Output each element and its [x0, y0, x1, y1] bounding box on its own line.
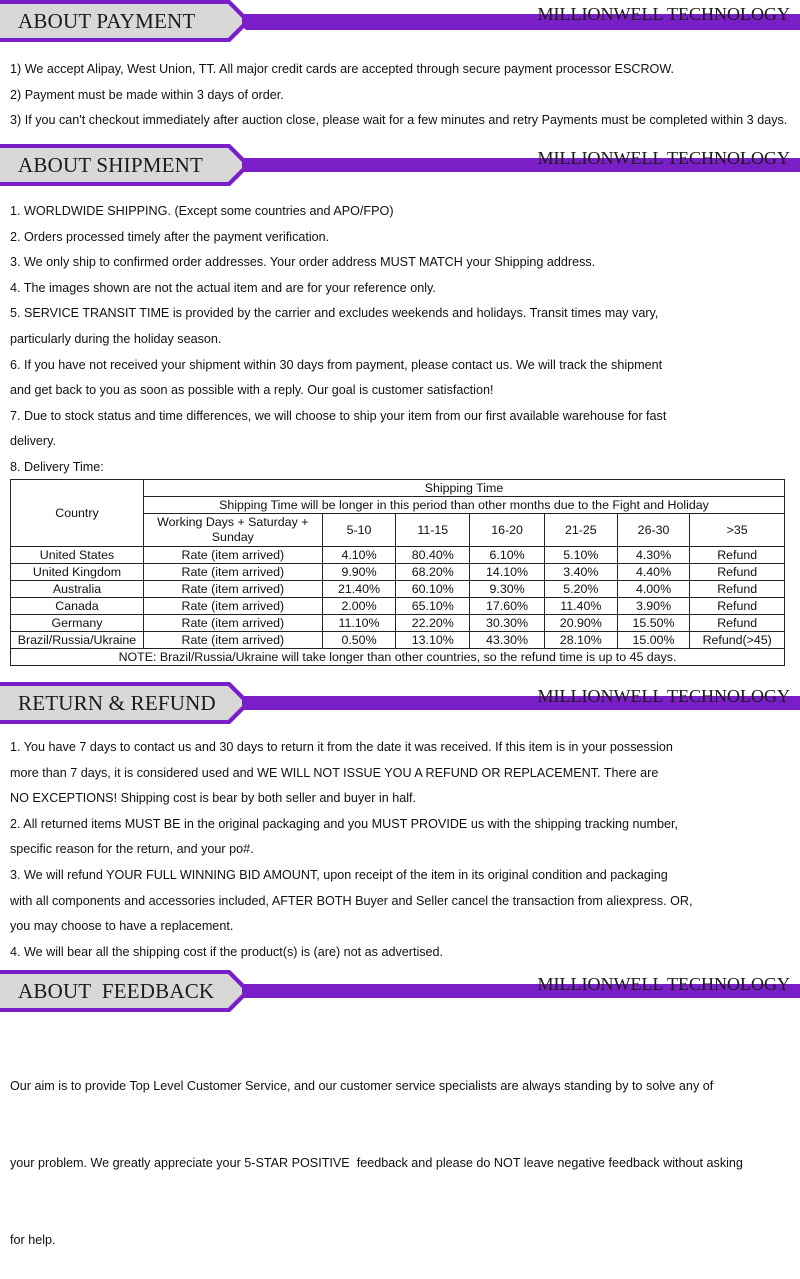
text-line: 5. SERVICE TRANSIT TIME is provided by the carrier and excludes weekends and holidays. Transit times may vary, — [10, 306, 659, 321]
value-cell: 3.40% — [544, 564, 617, 581]
country-header: Country — [11, 480, 144, 547]
shipment-banner — [0, 144, 800, 186]
rate-cell: Rate (item arrived) — [143, 547, 322, 564]
value-cell: 6.10% — [470, 547, 545, 564]
text-line: specific reason for the return, and your po#. — [10, 842, 254, 857]
brand-label: MILLIONWELL TECHNOLOGY — [537, 4, 790, 24]
value-cell: 5.20% — [544, 581, 617, 598]
country-cell: Australia — [11, 581, 144, 598]
range-header: 11-15 — [396, 514, 470, 547]
text-line: particularly during the holiday season. — [10, 331, 222, 346]
brand-label: MILLIONWELL TECHNOLOGY — [537, 148, 790, 168]
feedback-text — [10, 1023, 743, 1279]
section-title: ABOUT FEEDBACK — [18, 979, 215, 1003]
text-line: 1. WORLDWIDE SHIPPING. (Except some countries and APO/FPO) — [10, 204, 394, 218]
payment-text — [10, 57, 787, 134]
value-cell: Refund — [690, 615, 785, 632]
table-row — [11, 564, 785, 581]
text-line: for help. — [10, 1232, 56, 1247]
text-line: delivery. — [10, 434, 56, 449]
value-cell: 11.10% — [322, 615, 396, 632]
value-cell: 4.10% — [322, 547, 396, 564]
table-row — [11, 598, 785, 615]
text-line: 4. We will bear all the shipping cost if the product(s) is (are) not as advertised. — [10, 944, 444, 959]
value-cell: 14.10% — [470, 564, 545, 581]
value-cell: 13.10% — [396, 632, 470, 649]
feedback-banner — [0, 970, 800, 1012]
value-cell: 15.50% — [617, 615, 690, 632]
working-days-header: Working Days + Saturday + Sunday — [143, 514, 322, 547]
value-cell: 4.30% — [617, 547, 690, 564]
text-line: your problem. We greatly appreciate your 5-STAR POSITIVE feedback and please do NOT leave negative feedback without asking — [10, 1155, 743, 1170]
value-cell: 65.10% — [396, 598, 470, 615]
rate-cell: Rate (item arrived) — [143, 615, 322, 632]
value-cell: Refund — [690, 547, 785, 564]
text-line: 2. Orders processed timely after the payment verification. — [10, 229, 330, 244]
value-cell: 20.90% — [544, 615, 617, 632]
rate-cell: Rate (item arrived) — [143, 581, 322, 598]
value-cell: 9.90% — [322, 564, 396, 581]
value-cell: 5.10% — [544, 547, 617, 564]
table-row — [11, 581, 785, 598]
shipment-text — [10, 199, 666, 481]
text-line: 2. All returned items MUST BE in the original packaging and you MUST PROVIDE us with the shipping tracking number, — [10, 816, 679, 831]
payment-banner — [0, 0, 800, 42]
rate-cell: Rate (item arrived) — [143, 632, 322, 649]
text-line: NO EXCEPTIONS! Shipping cost is bear by both seller and buyer in half. — [10, 791, 416, 806]
value-cell: Refund — [690, 581, 785, 598]
text-line: 1) We accept Alipay, West Union, TT. All major credit cards are accepted through secure payment processor ESCROW. — [10, 62, 675, 76]
text-line: you may choose to have a replacement. — [10, 919, 234, 934]
value-cell: 3.90% — [617, 598, 690, 615]
range-header: >35 — [690, 514, 785, 547]
range-header: 21-25 — [544, 514, 617, 547]
text-line: 7. Due to stock status and time differences, we will choose to ship your item from our first available warehouse for fast — [10, 408, 667, 423]
text-line: 1. You have 7 days to contact us and 30 days to return it from the date it was received. If this item is in your possession — [10, 740, 673, 754]
delivery-time-table — [10, 479, 785, 666]
country-cell: Brazil/Russia/Ukraine — [11, 632, 144, 649]
country-cell: Germany — [11, 615, 144, 632]
value-cell: 11.40% — [544, 598, 617, 615]
table-note: NOTE: Brazil/Russia/Ukraine will take longer than other countries, so the refund time is up to 45 days. — [11, 649, 785, 666]
value-cell: 4.40% — [617, 564, 690, 581]
shipping-time-header: Shipping Time — [143, 480, 784, 497]
text-line: with all components and accessories included, AFTER BOTH Buyer and Seller cancel the transaction from aliexpress. OR, — [10, 893, 693, 908]
refund-text — [10, 735, 692, 965]
value-cell: 43.30% — [470, 632, 545, 649]
value-cell: 80.40% — [396, 547, 470, 564]
range-header: 26-30 — [617, 514, 690, 547]
range-header: 5-10 — [322, 514, 396, 547]
value-cell: 28.10% — [544, 632, 617, 649]
text-line: 3) If you can't checkout immediately after auction close, please wait for a few minutes and retry Payments must be completed within 3 days. — [10, 113, 788, 128]
text-line: Our aim is to provide Top Level Customer Service, and our customer service specialists are always standing by to solve any of — [10, 1079, 714, 1094]
value-cell: 15.00% — [617, 632, 690, 649]
text-line: more than 7 days, it is considered used and WE WILL NOT ISSUE YOU A REFUND OR REPLACEMENT. There are — [10, 765, 659, 780]
rate-cell: Rate (item arrived) — [143, 598, 322, 615]
value-cell: 21.40% — [322, 581, 396, 598]
value-cell: Refund(>45) — [690, 632, 785, 649]
rate-cell: Rate (item arrived) — [143, 564, 322, 581]
text-line: 3. We only ship to confirmed order addresses. Your order address MUST MATCH your Shipping address. — [10, 255, 596, 270]
value-cell: 60.10% — [396, 581, 470, 598]
table-row — [11, 547, 785, 564]
value-cell: 9.30% — [470, 581, 545, 598]
brand-label: MILLIONWELL TECHNOLOGY — [537, 686, 790, 706]
section-title: ABOUT SHIPMENT — [18, 153, 204, 177]
country-cell: United Kingdom — [11, 564, 144, 581]
table-row — [11, 615, 785, 632]
value-cell: 0.50% — [322, 632, 396, 649]
value-cell: 30.30% — [470, 615, 545, 632]
range-header: 16-20 — [470, 514, 545, 547]
value-cell: 68.20% — [396, 564, 470, 581]
value-cell: Refund — [690, 598, 785, 615]
country-cell: United States — [11, 547, 144, 564]
text-line: 4. The images shown are not the actual item and are for your reference only. — [10, 280, 436, 295]
text-line: 8. Delivery Time: — [10, 459, 104, 474]
country-cell: Canada — [11, 598, 144, 615]
value-cell: 2.00% — [322, 598, 396, 615]
value-cell: 22.20% — [396, 615, 470, 632]
value-cell: Refund — [690, 564, 785, 581]
brand-label: MILLIONWELL TECHNOLOGY — [537, 974, 790, 994]
section-title: RETURN & REFUND — [18, 691, 216, 715]
table-row — [11, 632, 785, 649]
text-line: 6. If you have not received your shipment within 30 days from payment, please contact us. We will track the shipment — [10, 357, 663, 372]
text-line: 2) Payment must be made within 3 days of order. — [10, 87, 284, 102]
value-cell: 4.00% — [617, 581, 690, 598]
holiday-note: Shipping Time will be longer in this period than other months due to the Fight and Holiday — [143, 497, 784, 514]
text-line: 3. We will refund YOUR FULL WINNING BID AMOUNT, upon receipt of the item in its original condition and packaging — [10, 867, 668, 882]
text-line: and get back to you as soon as possible with a reply. Our goal is customer satisfaction! — [10, 383, 494, 398]
value-cell: 17.60% — [470, 598, 545, 615]
section-title: ABOUT PAYMENT — [18, 9, 196, 33]
refund-banner — [0, 682, 800, 724]
